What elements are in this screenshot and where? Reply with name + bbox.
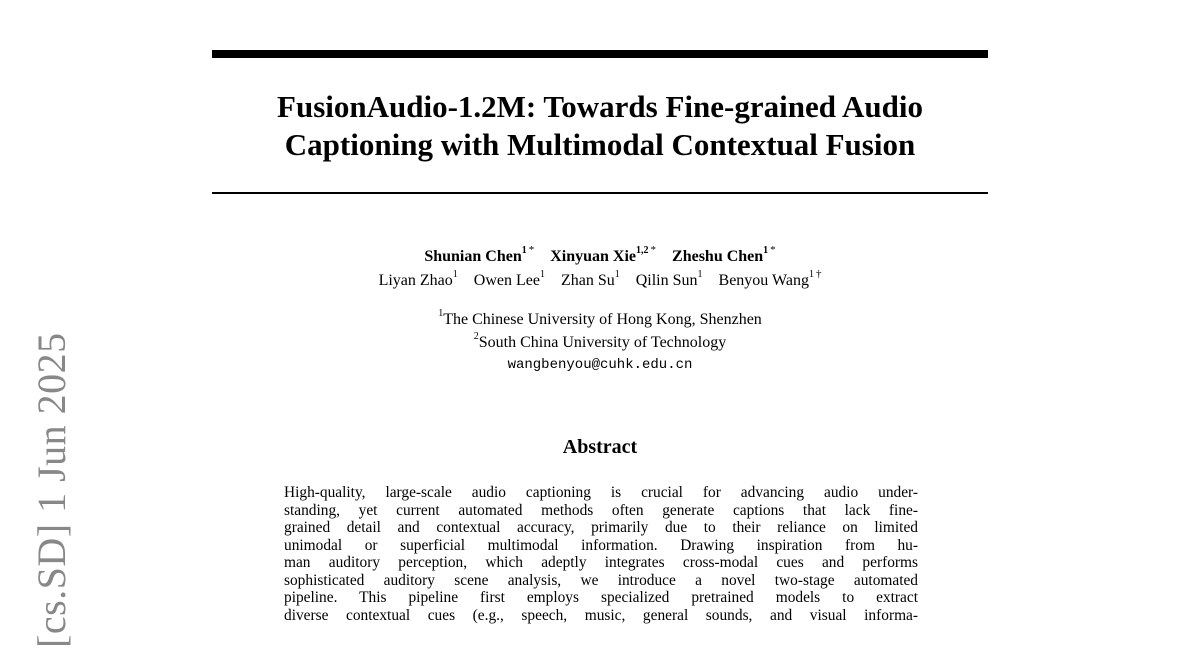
author-affil-sup: 1,2 [636, 244, 649, 256]
author [550, 243, 657, 268]
author [718, 267, 822, 292]
author-affil-sup: 1 [763, 244, 769, 256]
abstract-line: diverse contextual cues (e.g., speech, music, general sounds, and visual informa- [284, 606, 918, 624]
author [424, 243, 535, 268]
abstract-line: pipeline. This pipeline first employs specialized pretrained models to extract [284, 589, 918, 606]
abstract-line: grained detail and contextual accuracy, primarily due to their reliance on limited [284, 519, 918, 536]
title-line: FusionAudio-1.2M: Towards Fine-grained Audio [277, 89, 923, 124]
title-line: Captioning with Multimodal Contextual Fusion [284, 127, 916, 162]
author-name: Shunian Chen [424, 248, 522, 265]
author-name: Liyan Zhao [378, 272, 453, 289]
affiliation-sup: 1 [438, 307, 444, 319]
arxiv-side-stamp: [cs.SD] 1 Jun 2025 [29, 332, 74, 648]
author [636, 270, 703, 292]
abstract-line: standing, yet current automated methods often generate captions that lack fine- [284, 501, 918, 519]
affiliation-sup: 2 [473, 330, 479, 342]
affiliation [212, 331, 988, 354]
author-affil-sup: 1 [808, 268, 814, 280]
author-mark: † [815, 267, 822, 280]
paper-title [212, 88, 988, 164]
author-mark: * [528, 243, 535, 256]
author [474, 270, 545, 292]
title-top-rule [212, 50, 988, 58]
author [561, 270, 620, 292]
affiliation [212, 308, 988, 331]
affiliations [212, 308, 988, 377]
author-mark: * [650, 243, 657, 256]
author-name: Owen Lee [473, 272, 540, 289]
author-name: Zhan Su [560, 272, 615, 289]
abstract-heading: Abstract [562, 436, 638, 458]
author [672, 243, 776, 268]
author-name: Zheshu Chen [672, 248, 764, 265]
contact-email: wangbenyou@cuhk.edu.cn [507, 357, 693, 373]
abstract-line: sophisticated auditory scene analysis, we introduce a novel two-stage automated [284, 571, 918, 589]
author-name: Benyou Wang [718, 272, 809, 289]
author-affil-sup: 1 [452, 268, 458, 280]
affiliation-text: The Chinese University of Hong Kong, Shenzhen [443, 311, 762, 328]
author-affil-sup: 1 [539, 268, 545, 280]
affiliation-text: South China University of Technology [478, 334, 727, 351]
author-name: Xinyuan Xie [550, 248, 637, 265]
abstract-body [284, 484, 918, 624]
author-affil-sup: 1 [614, 268, 620, 280]
author-affil-sup: 1 [697, 268, 703, 280]
authors-row-secondary [212, 267, 988, 292]
title-bottom-rule [212, 192, 988, 194]
abstract-line: man auditory perception, which adeptly integrates cross-modal cues and performs [284, 554, 918, 571]
author [379, 270, 458, 292]
authors-row-primary [212, 243, 988, 268]
author-name: Qilin Sun [635, 272, 698, 289]
abstract-line: High-quality, large-scale audio captioning is crucial for advancing audio under- [284, 484, 918, 501]
author-mark: * [770, 243, 776, 256]
abstract-line: unimodal or superficial multimodal information. Drawing inspiration from hu- [284, 536, 918, 554]
author-affil-sup: 1 [521, 244, 527, 256]
